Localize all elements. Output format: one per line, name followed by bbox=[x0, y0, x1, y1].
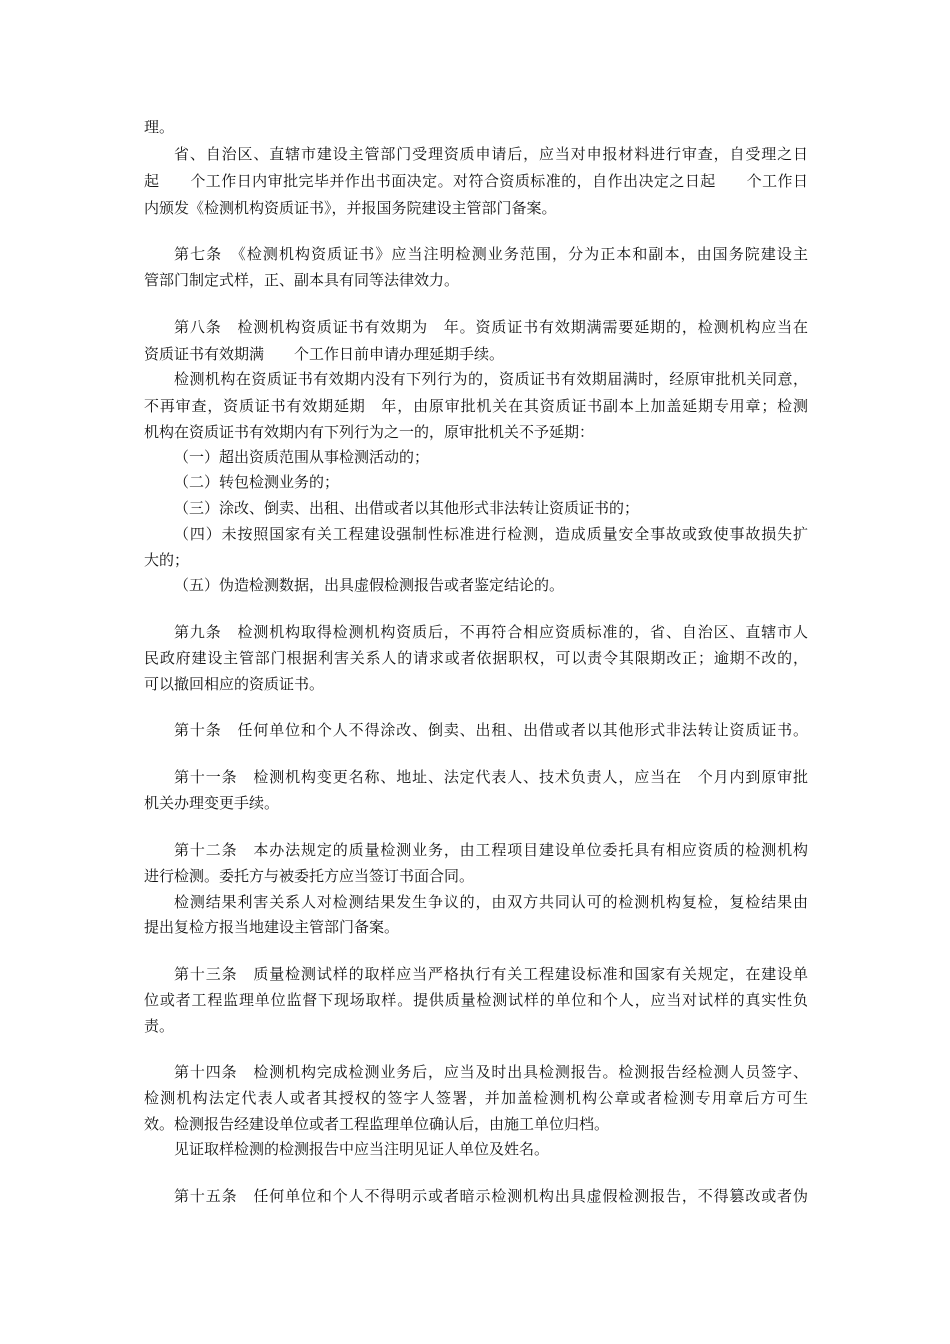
text-line: 管部门制定式样，正、副本具有同等法律效力。 bbox=[144, 271, 460, 289]
text-line: 检测机构法定代表人或者其授权的签字人签署，并加盖检测机构公章或者检测专用章后方可生 bbox=[144, 1089, 808, 1107]
text-line: （四）未按照国家有关工程建设强制性标准进行检测，造成质量安全事故或致使事故损失扩 bbox=[174, 525, 808, 543]
text-line: 第十三条 质量检测试样的取样应当严格执行有关工程建设标准和国家有关规定，在建设单 bbox=[174, 965, 808, 983]
text-line: 第九条 检测机构取得检测机构资质后，不再符合相应资质标准的，省、自治区、直辖市人 bbox=[174, 623, 808, 641]
text-line: 起 个工作日内审批完毕并作出书面决定。对符合资质标准的，自作出决定之日起 个工作日 bbox=[144, 172, 808, 190]
text-line: 理。 bbox=[144, 118, 175, 136]
text-line: 资质证书有效期满 个工作日前申请办理延期手续。 bbox=[144, 345, 505, 363]
text-line: 检测结果利害关系人对检测结果发生争议的，由双方共同认可的检测机构复检，复检结果由 bbox=[174, 893, 808, 911]
text-line: 机关办理变更手续。 bbox=[144, 794, 280, 812]
text-line: 进行检测。委托方与被委托方应当签订书面合同。 bbox=[144, 867, 475, 885]
text-line: 第八条 检测机构资质证书有效期为 年。资质证书有效期满需要延期的，检测机构应当在 bbox=[174, 318, 808, 336]
text-line: （一）超出资质范围从事检测活动的； bbox=[174, 448, 430, 466]
text-line: 机构在资质证书有效期内有下列行为之一的，原审批机关不予延期： bbox=[144, 423, 595, 441]
text-line: 省、自治区、直辖市建设主管部门受理资质申请后，应当对申报材料进行审查，自受理之日 bbox=[174, 145, 808, 163]
text-line: 大的； bbox=[144, 551, 190, 569]
text-line: （五）伪造检测数据，出具虚假检测报告或者鉴定结论的。 bbox=[174, 576, 565, 594]
text-line: 第七条 《检测机构资质证书》应当注明检测业务范围，分为正本和副本，由国务院建设主 bbox=[174, 245, 808, 263]
text-line: 责。 bbox=[144, 1017, 175, 1035]
text-line: 第十二条 本办法规定的质量检测业务，由工程项目建设单位委托具有相应资质的检测机构 bbox=[174, 841, 808, 859]
text-line: 第十条 任何单位和个人不得涂改、倒卖、出租、出借或者以其他形式非法转让资质证书。 bbox=[174, 721, 808, 739]
text-line: 检测机构在资质证书有效期内没有下列行为的，资质证书有效期届满时，经原审批机关同意， bbox=[174, 370, 808, 388]
text-line: 效。检测报告经建设单位或者工程监理单位确认后，由施工单位归档。 bbox=[144, 1115, 610, 1133]
text-line: 不再审查，资质证书有效期延期 年，由原审批机关在其资质证书副本上加盖延期专用章；检测 bbox=[144, 397, 808, 415]
text-line: 民政府建设主管部门根据利害关系人的请求或者依据职权，可以责令其限期改正；逾期不改的， bbox=[144, 649, 808, 667]
text-line: 位或者工程监理单位监督下现场取样。提供质量检测试样的单位和个人，应当对试样的真实性负 bbox=[144, 991, 808, 1009]
text-line: 内颁发《检测机构资质证书》，并报国务院建设主管部门备案。 bbox=[144, 199, 557, 217]
text-line: （二）转包检测业务的； bbox=[174, 473, 340, 491]
text-line: 第十四条 检测机构完成检测业务后，应当及时出具检测报告。检测报告经检测人员签字、 bbox=[174, 1063, 808, 1081]
text-line: 可以撤回相应的资质证书。 bbox=[144, 675, 325, 693]
text-line: 见证取样检测的检测报告中应当注明见证人单位及姓名。 bbox=[174, 1140, 550, 1158]
text-line: 提出复检方报当地建设主管部门备案。 bbox=[144, 918, 400, 936]
text-line: 第十一条 检测机构变更名称、地址、法定代表人、技术负责人，应当在 个月内到原审批 bbox=[174, 768, 808, 786]
text-line: （三）涂改、倒卖、出租、出借或者以其他形式非法转让资质证书的； bbox=[174, 499, 640, 517]
text-line: 第十五条 任何单位和个人不得明示或者暗示检测机构出具虚假检测报告，不得篡改或者伪 bbox=[174, 1187, 808, 1205]
